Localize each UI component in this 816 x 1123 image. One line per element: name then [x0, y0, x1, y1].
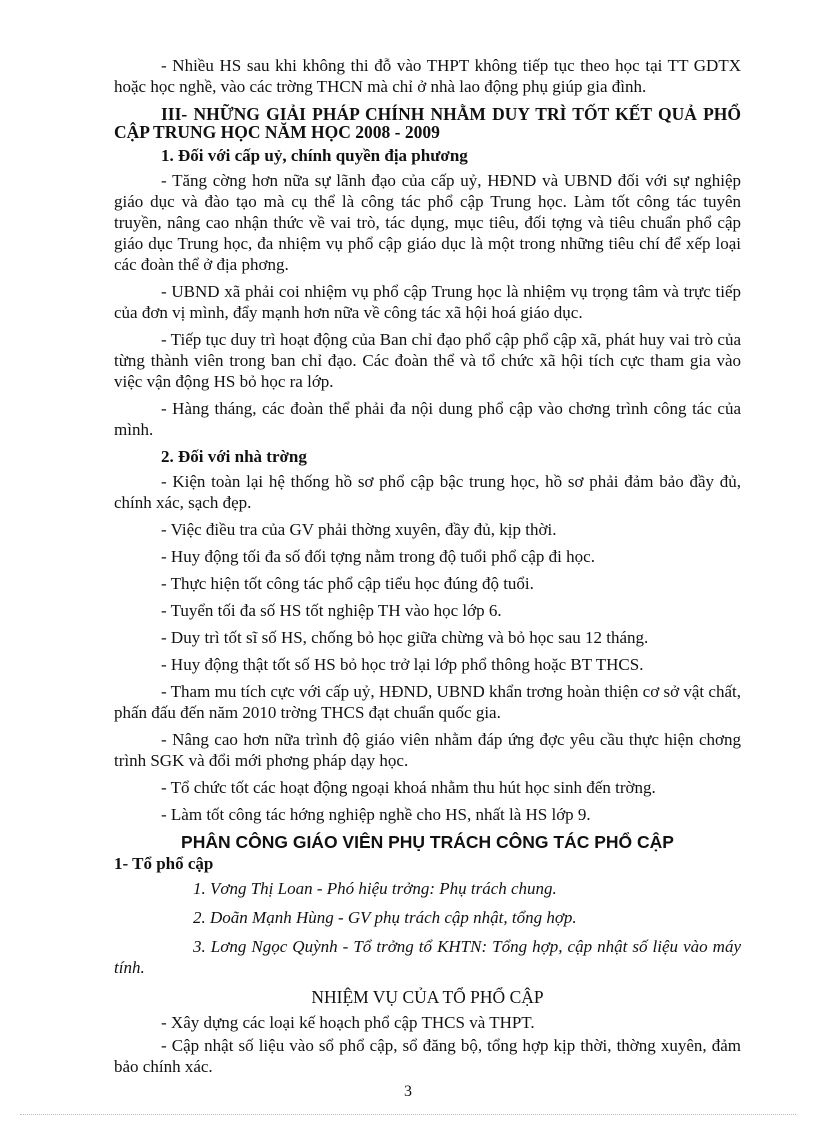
paragraph: - Tăng cờng hơn nữa sự lãnh đạo của cấp uỷ, HĐND và UBND đối với sự nghiệp giáo dục và đào tạo mà cụ thể là công tác phổ cập Trung học. Làm tốt công tác tuyên truyền, nâng cao nhận thức về vai trò, tác dụng, mục tiêu, đối tợng và tiêu chuẩn phổ cập giáo dục Trung học, đa nhiệm vụ phổ cập giáo dục là một trong những tiêu chí để xếp loại các đoàn thể ở địa phơng.: [114, 171, 741, 274]
paragraph: - Nâng cao hơn nữa trình độ giáo viên nhằm đáp ứng đợc yêu cầu thực hiện chơng trình SGK và đổi mới phơng pháp dạy học.: [114, 730, 741, 770]
team-heading: 1- Tổ phổ cập: [114, 854, 214, 873]
section-heading: III- NHỮNG GIẢI PHÁP CHÍNH NHẰM DUY TRÌ TỐT KẾT QUẢ PHỔ CẬP TRUNG HỌC NĂM HỌC 2008 - 2009: [114, 104, 741, 142]
paragraph: - Tiếp tục duy trì hoạt động của Ban chỉ đạo phổ cập phổ cập xã, phát huy vai trò của từng thành viên trong ban chỉ đạo. Các đoàn thể và tổ chức xã hội tích cực tham gia vào việc vận động HS bỏ học ra lớp.: [114, 330, 741, 391]
page-number: 3: [404, 1083, 412, 1100]
paragraph: - Cập nhật số liệu vào sổ phổ cập, sổ đăng bộ, tổng hợp kịp thời, thờng xuyên, đảm bảo chính xác.: [114, 1036, 741, 1076]
assignment-heading: PHÂN CÔNG GIÁO VIÊN PHỤ TRÁCH CÔNG TÁC PHỔ CẬP: [181, 832, 674, 852]
member-line: 1. Vơng Thị Loan - Phó hiệu trởng: Phụ trách chung.: [193, 879, 557, 898]
paragraph: - Việc điều tra của GV phải thờng xuyên, đầy đủ, kịp thời.: [161, 520, 557, 539]
subsection-heading: 2. Đối với nhà trờng: [161, 447, 307, 466]
paragraph: - Tổ chức tốt các hoạt động ngoại khoá nhằm thu hút học sinh đến trờng.: [161, 778, 656, 797]
member-line: 3. Lơng Ngọc Quỳnh - Tổ trởng tổ KHTN: Tổng hợp, cập nhật số liệu vào máy tính.: [114, 937, 741, 977]
member-line: 2. Doãn Mạnh Hùng - GV phụ trách cập nhật, tổng hợp.: [193, 908, 577, 927]
paragraph: - Duy trì tốt sĩ số HS, chống bỏ học giữa chừng và bỏ học sau 12 tháng.: [161, 628, 649, 647]
subsection-heading: 1. Đối với cấp uỷ, chính quyền địa phương: [161, 146, 468, 165]
paragraph: - Xây dựng các loại kế hoạch phổ cập THCS và THPT.: [161, 1013, 535, 1032]
paragraph: - Kiện toàn lại hệ thống hồ sơ phổ cập bậc trung học, hồ sơ phải đảm bảo đầy đủ, chính xác, sạch đẹp.: [114, 472, 741, 512]
paragraph: - Thực hiện tốt công tác phổ cập tiểu học đúng độ tuổi.: [161, 574, 534, 593]
paragraph: - Huy động tối đa số đối tợng nằm trong độ tuổi phổ cập đi học.: [161, 547, 595, 566]
paragraph: - Hàng tháng, các đoàn thể phải đa nội dung phổ cập vào chơng trình công tác của mình.: [114, 399, 741, 439]
page-divider: [20, 1114, 796, 1115]
paragraph: - UBND xã phải coi nhiệm vụ phổ cập Trung học là nhiệm vụ trọng tâm và trực tiếp của đơn vị mình, đẩy mạnh hơn nữa về công tác xã hội hoá giáo dục.: [114, 282, 741, 322]
paragraph: - Huy động thật tốt số HS bỏ học trở lại lớp phổ thông hoặc BT THCS.: [161, 655, 644, 674]
document-body: [114, 55, 741, 1079]
paragraph: - Làm tốt công tác hớng nghiệp nghề cho HS, nhất là HS lớp 9.: [161, 805, 591, 824]
paragraph: - Nhiều HS sau khi không thi đỗ vào THPT không tiếp tục theo học tại TT GDTX hoặc học nghề, vào các trờng THCN mà chỉ ở nhà lao động phụ giúp gia đình.: [114, 56, 741, 96]
paragraph: - Tham mu tích cực với cấp uỷ, HĐND, UBND khẩn trơng hoàn thiện cơ sở vật chất, phấn đấu đến năm 2010 trờng THCS đạt chuẩn quốc gia.: [114, 682, 741, 722]
duties-heading: NHIỆM VỤ CỦA TỔ PHỔ CẬP: [311, 987, 544, 1007]
paragraph: - Tuyển tối đa số HS tốt nghiệp TH vào học lớp 6.: [161, 601, 502, 620]
